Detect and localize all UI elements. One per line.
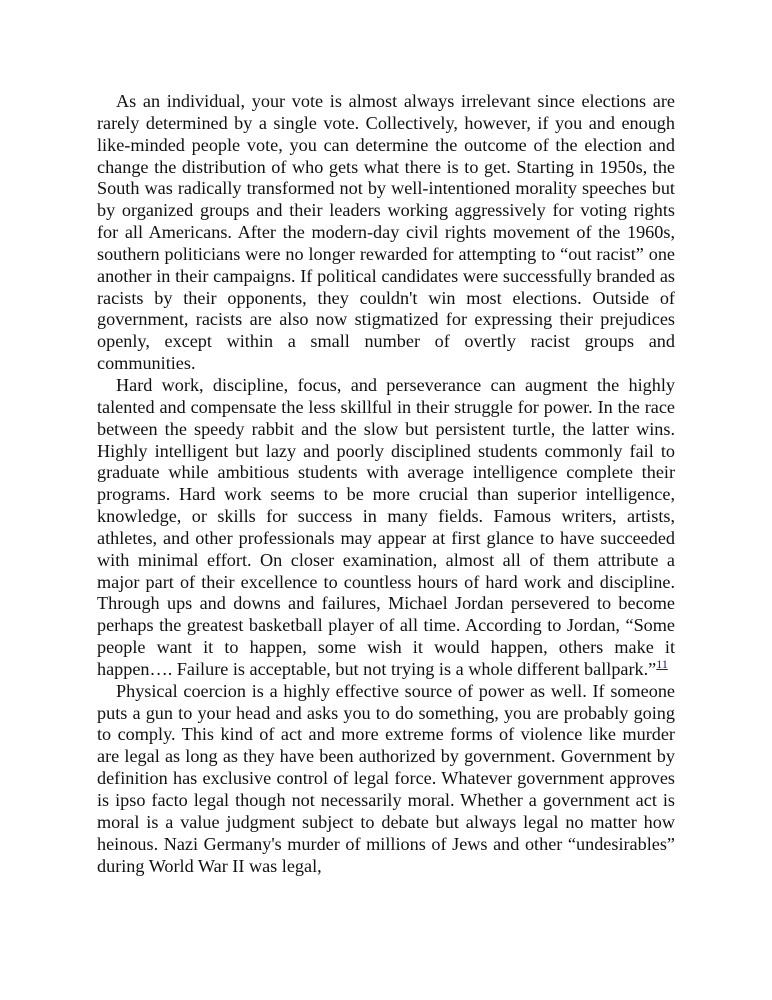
paragraph-hard-work-text: Hard work, discipline, focus, and perseverance can augment the highly talented and compensate the less skillful in their struggle for power. In the race between the speedy rabbit and the slow but persistent turtle, the latter wins. Highly intelligent but lazy and poorly disciplined students commonly fail to graduate while ambitious students with average intelligence complete their programs. Hard work seems to be more crucial than superior intelligence, knowledge, or skills for success in many fields. Famous writers, artists, athletes, and other professionals may appear at first glance to have succeeded with minimal effort. On closer examination, almost all of them attribute a major part of their excellence to countless hours of hard work and discipline. Through ups and downs and failures, Michael Jordan persevered to become perhaps the greatest basketball player of all time. According to Jordan, “Some people want it to happen, some wish it would happen, others make it happen…. Failure is acceptable, but not trying is a whole different ballpark.” xyxy=(97,374,675,679)
document-page xyxy=(97,91,675,877)
footnote-link[interactable]: 11 xyxy=(656,656,668,671)
paragraph-coercion-text: Physical coercion is a highly effective source of power as well. If someone puts a gun to your head and asks you to do something, you are probably going to comply. This kind of act and more extreme forms of violence like murder are legal as long as they have been authorized by government. Government by definition has exclusive control of legal force. Whatever government approves is ipso facto legal though not necessarily moral. Whether a government act is moral is a value judgment subject to debate but always legal no matter how heinous. Nazi Germany's murder of millions of Jews and other “undesirables” during World War II was legal, xyxy=(97,680,675,876)
paragraph-hard-work xyxy=(97,375,675,681)
paragraph-coercion xyxy=(97,681,675,878)
paragraph-voting-text: As an individual, your vote is almost always irrelevant since elections are rarely determined by a single vote. Collectively, however, if you and enough like-minded people vote, you can determine the outcome of the election and change the distribution of who gets what there is to get. Starting in 1950s, the South was radically transformed not by well-intentioned morality speeches but by organized groups and their leaders working aggressively for voting rights for all Americans. After the modern-day civil rights movement of the 1960s, southern politicians were no longer rewarded for attempting to “out racist” one another in their campaigns. If political candidates were successfully branded as racists by their opponents, they couldn't win most elections. Outside of government, racists are also now stigmatized for expressing their prejudices openly, except within a small number of overtly racist groups and communities. xyxy=(97,91,675,374)
paragraph-voting xyxy=(97,91,675,375)
